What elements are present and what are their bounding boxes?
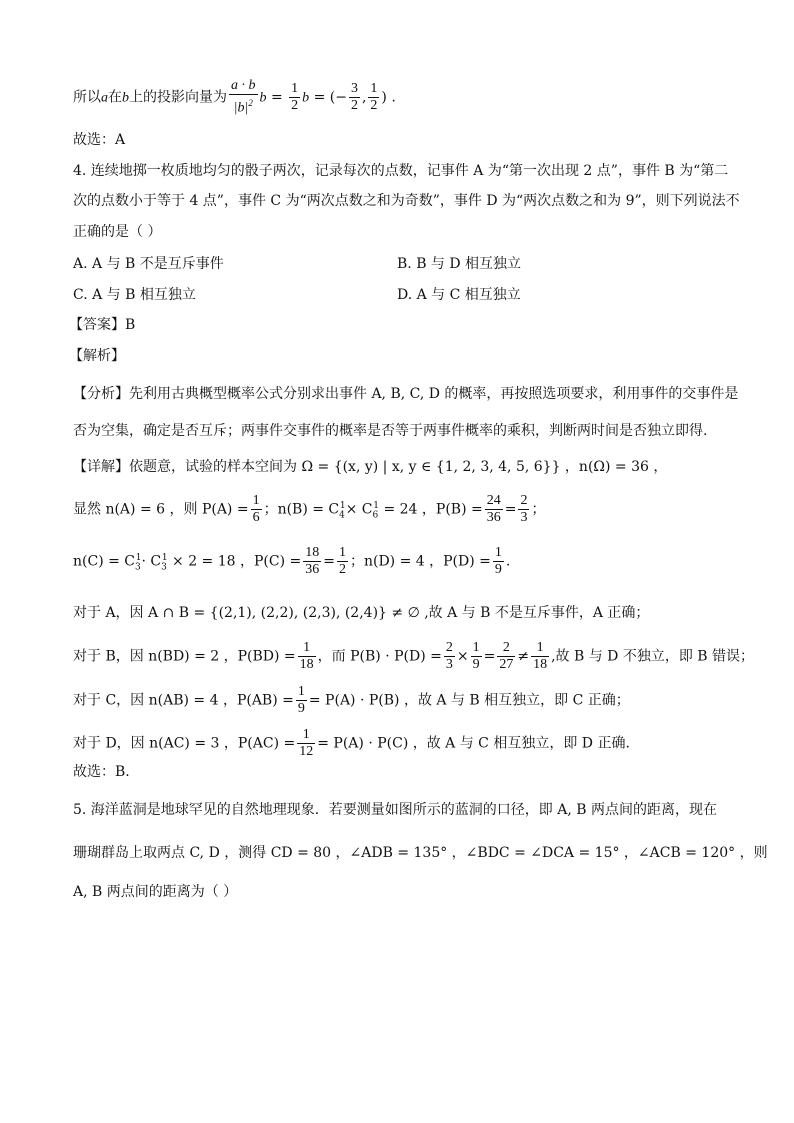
q4-analysis-line2: 否为空集，确定是否互斥；两事件交事件的概率是否等于两事件概率的乘积，判断两时间是否独立即得. — [73, 423, 708, 439]
text-projection: 上的投影向量为 — [129, 89, 227, 106]
q4-analysis-heading: 【解析】 — [69, 348, 125, 364]
q5-line2: 珊瑚群岛上取两点 C, D ，测得 CD = 80 ，∠ADB = 135° ，∠BDC = ∠DCA = 15° ，∠ACB = 120° ，则 — [73, 845, 768, 861]
guess-a: 故选：A — [73, 132, 126, 148]
q4-line1: 4. 连续地掷一枚质地均匀的骰子两次，记录每次的点数，记事件 A 为“第一次出现 2 点”，事件 B 为“第二 — [73, 163, 729, 179]
q4-detail-sample-space: 【详解】依题意，试验的样本空间为 Ω = {(x, y) | x, y ∈ {1, 2, 3, 4, 5, 6}} ，n(Ω) = 36 ， — [73, 459, 668, 475]
q4-detail-d: 对于 D，因 n(AC) = 3 ，P(AC) = $\frac{1}{12}$ = P(A) · P(C) ，故 A 与 C 相互独立，即 D 正确. — [73, 727, 630, 759]
guess-b: 故选：B. — [73, 764, 130, 780]
text-zai: 在 — [108, 89, 122, 106]
fraction-half: $\frac{1}{2}$ — [291, 80, 299, 113]
q4-answer: 【答案】B — [69, 317, 136, 333]
q4-line-pa-pb: 显然 n(A) = 6 ，则 P(A) = $\frac{1}{6}$ ；$n(B) = C_4^1\times C_6^1 = 24$ ，P(B) = $\frac{24}{36}$ = $\frac{2}{3}$ ； — [73, 493, 546, 525]
vector-b: b — [122, 90, 129, 106]
fraction-ab-over-b2: $\frac{a \cdot b}{|b|^2}$ — [231, 78, 256, 116]
q4-line3: 正确的是（ ） — [73, 224, 162, 240]
vector-a: a — [101, 90, 108, 106]
q4-detail-c: 对于 C，因 n(AB) = 4 ，P(AB) = $\frac{1}{9}$ = P(A) · P(B) ，故 A 与 B 相互独立，即 C 正确； — [73, 684, 630, 716]
fraction-1-2: $\frac{1}{2}$ — [370, 80, 378, 113]
q4-option-d: D. A 与 C 相互独立 — [397, 287, 521, 303]
q4-option-a: A. A 与 B 不是互斥事件 — [73, 256, 224, 272]
q5-line3: A, B 两点间的距离为（ ） — [73, 884, 238, 900]
fraction-3-2: $\frac{3}{2}$ — [350, 80, 358, 113]
q4-option-b: B. B 与 D 相互独立 — [397, 256, 522, 272]
q4-option-c: C. A 与 B 相互独立 — [73, 287, 196, 303]
q4-line2: 次的点数小于等于 4 点”，事件 C 为“两次点数之和为奇数”，事件 D 为“两次点数之和为 9”，则下列说法不 — [73, 193, 740, 209]
q4-detail-b: 对于 B，因 n(BD) = 2 ，P(BD) = $\frac{1}{18}$ ，而 P(B) · P(D) = $\frac{2}{3}$ × $\frac{1}{9}$ = $\frac{2}{27}$ ≠ $\frac{1}{18}$ ,故 B 与 D 不独立，即 B 错误； — [73, 640, 755, 672]
q5-line1: 5. 海洋蓝洞是地球罕见的自然地理现象．若要测量如图所示的蓝洞的口径，即 A, B 两点间的距离，现在 — [73, 802, 718, 818]
text-suoyi: 所以 — [73, 89, 101, 106]
q4-line-pc-pd: $n(C) = C_3^1\cdot C_3^1 \times 2 = 18$ ，P(C) = $\frac{18}{36}$ = $\frac{1}{2}$ ；n(D) = 4 ，P(D) = $\frac{1}{9}$ . — [73, 545, 511, 577]
q4-detail-a: 对于 A，因 A ∩ B = {(2,1), (2,2), (2,3), (2,4)} ≠ ∅ ,故 A 与 B 不是互斥事件，A 正确； — [73, 605, 650, 621]
q4-analysis-line1: 【分析】先利用古典概型概率公式分别求出事件 A, B, C, D 的概率，再按照选项要求，利用事件的交事件是 — [73, 386, 739, 402]
projection-line: 所以a在b上的投影向量为 $\frac{a \cdot b}{|b|^2}$ b = $\frac{1}{2}$ b = (− $\frac{3}{2}$ , $\frac{1}{2}$ ) . — [73, 78, 396, 116]
